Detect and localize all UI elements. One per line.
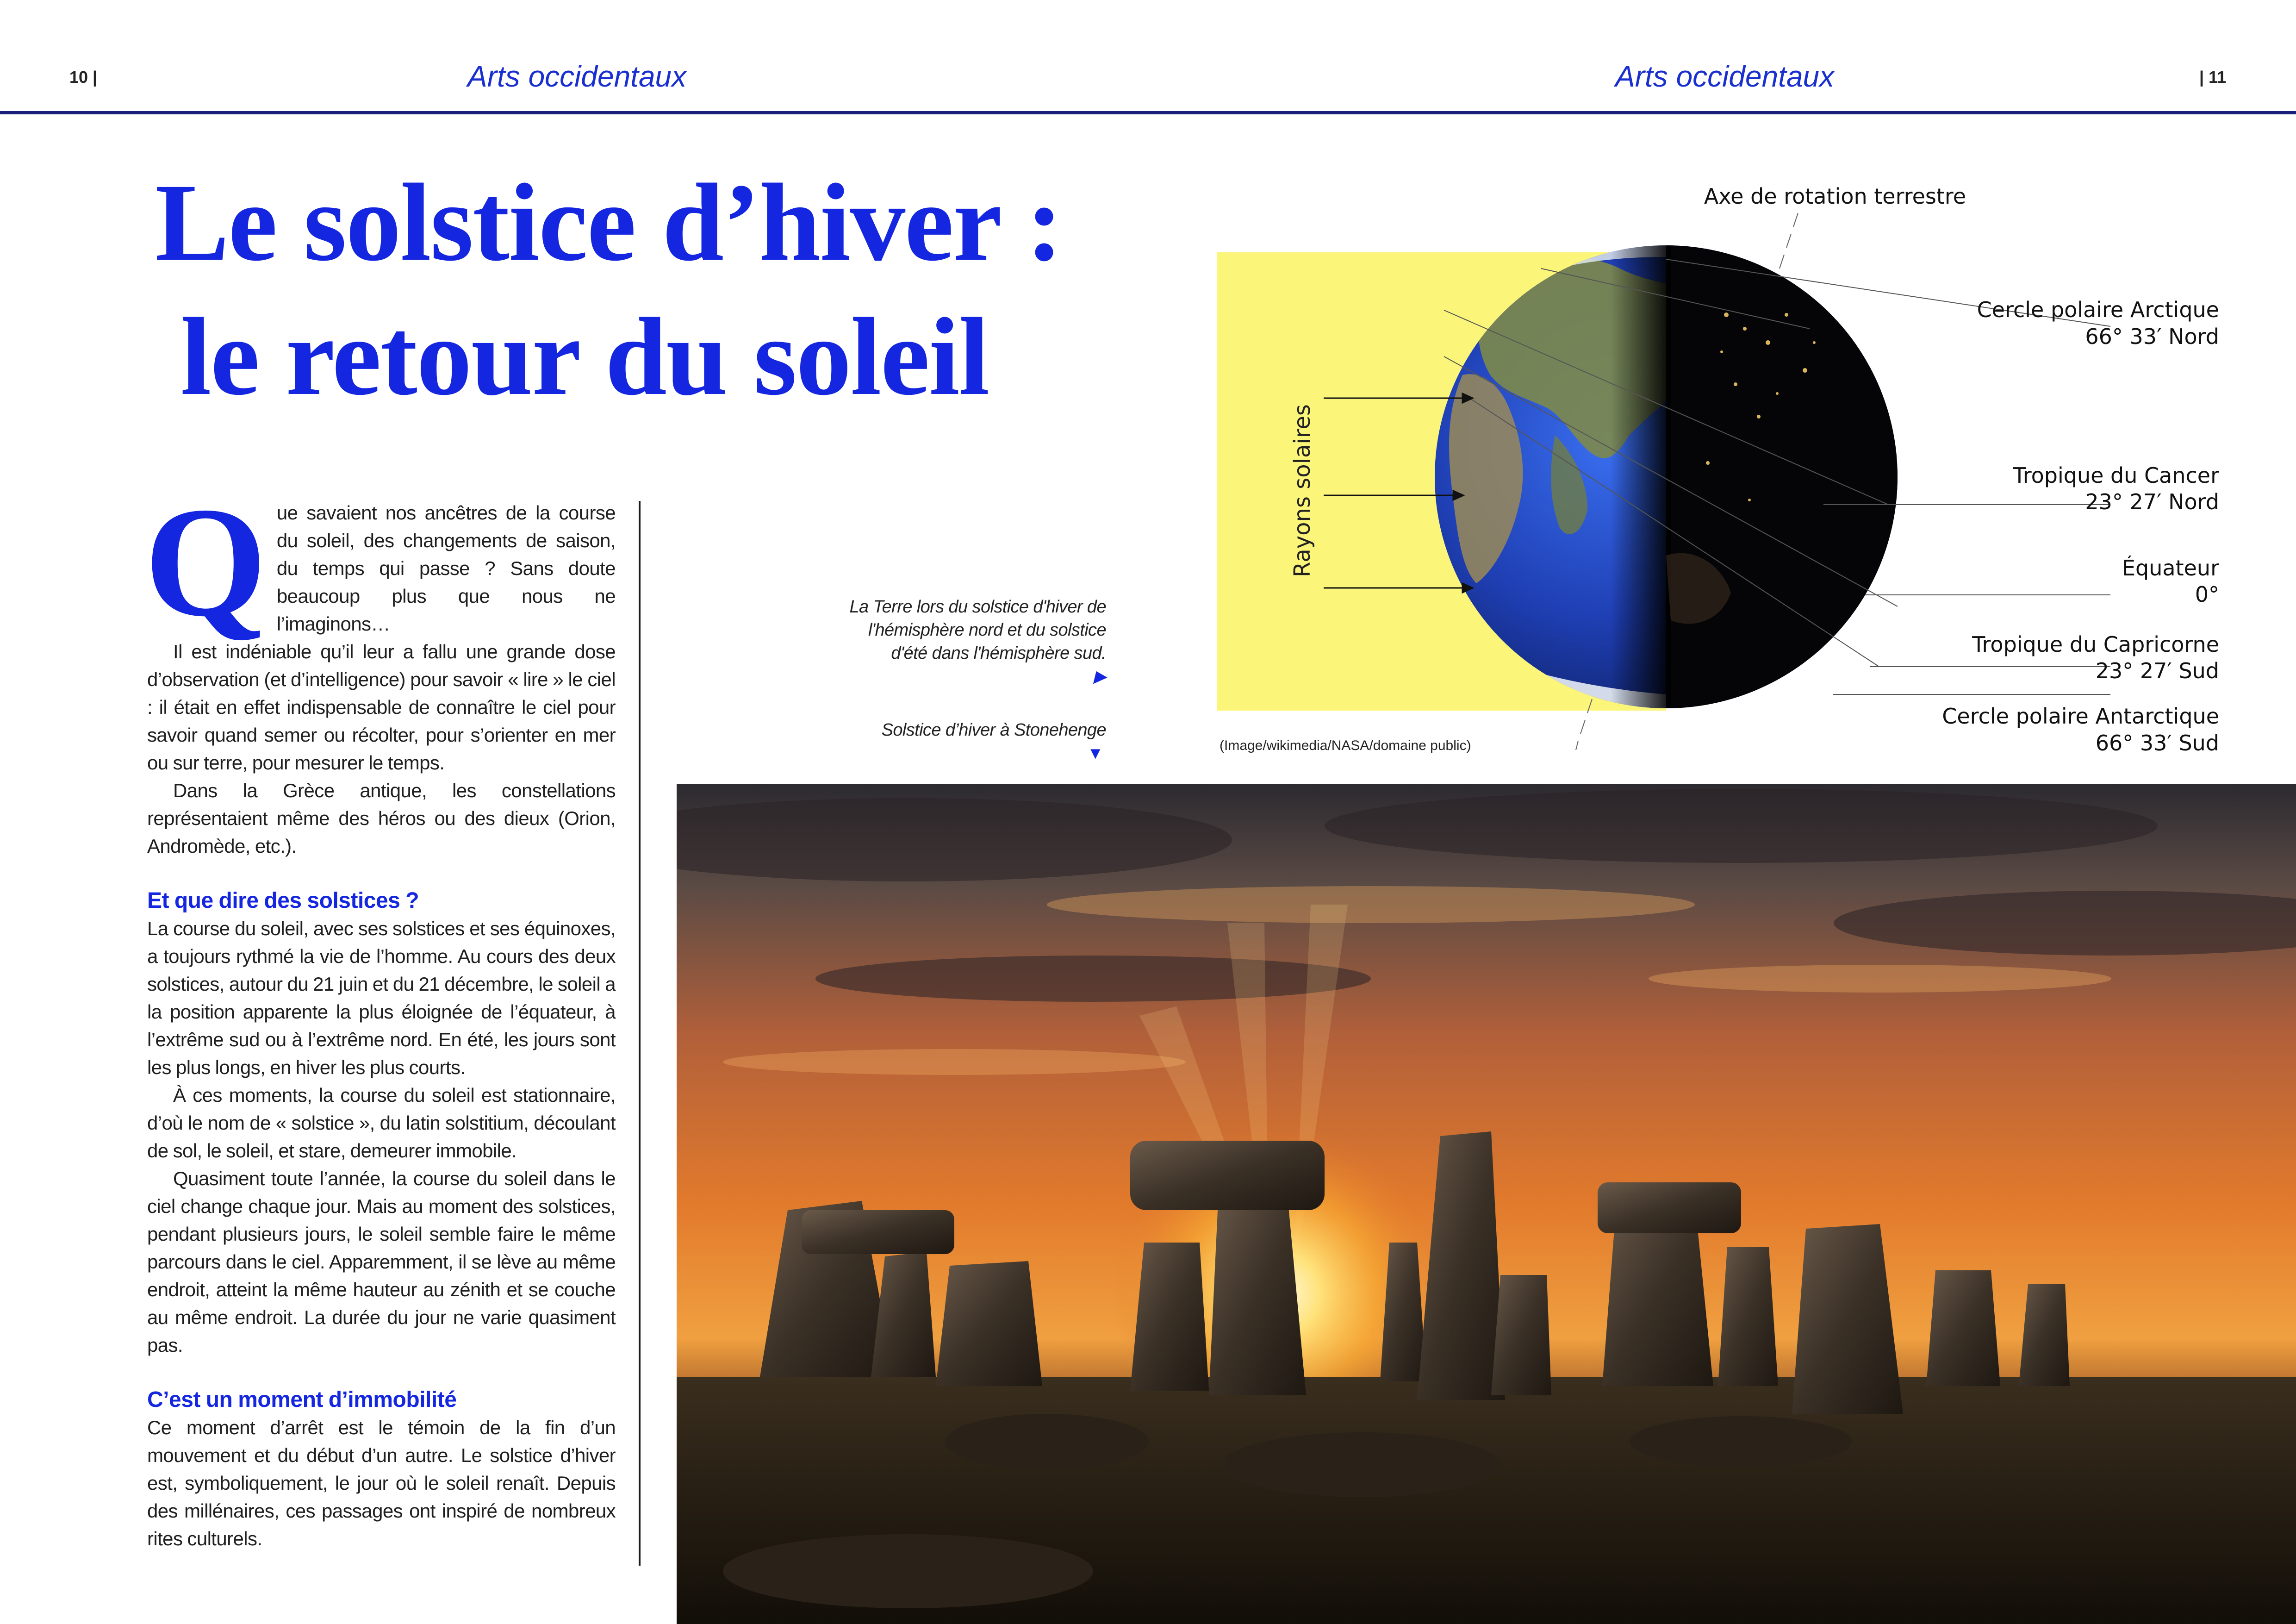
label-cancer-name: Tropique du Cancer <box>2013 463 2219 488</box>
paragraph: Il est indéniable qu’il leur a fallu une grande dose d’observation (et d’intelligence) pour savoir « lire » le ciel : il était en effet indispensable de connaître le ciel pour savoir quand semer ou récolter, pour s’orienter en mer ou sur terre, pour mesurer le temps. <box>147 641 616 774</box>
subheading-immobilite: C’est un moment d’immobilité <box>147 1387 457 1412</box>
label-equator-lat: 0° <box>2195 582 2219 607</box>
caption-arrow-right-icon: ▶ <box>1093 667 1106 686</box>
paragraph: Ce moment d’arrêt est le témoin de la fin d’un mouvement et du début d’un autre. Le solstice d’hiver est, symboliquement, le jour où le soleil renaît. Depuis des millénaires, ces passages ont inspiré de nombreux rites culturels. <box>147 1417 616 1549</box>
paragraph: À ces moments, la course du soleil est stationnaire, d’où le nom de « solstice », du latin solstitium, découlant de sol, le soleil, et stare, demeurer immobile. <box>147 1084 616 1162</box>
earth-solstice-diagram <box>1203 176 2245 778</box>
intro-paragraph: ue savaient nos ancêtres de la course du soleil, des changements de saison, du temps qui passe ? Sans doute beaucoup plus que nous ne l’imaginons… <box>276 502 616 635</box>
label-capricorn-name: Tropique du Capricorne <box>1972 632 2219 657</box>
axis-label: Axe de rotation terrestre <box>1704 184 1966 209</box>
label-cancer-lat: 23° 27′ Nord <box>2085 489 2219 514</box>
drop-cap: Q <box>144 475 267 649</box>
label-equator-name: Équateur <box>2122 556 2219 581</box>
stonehenge-photo <box>677 784 2296 1624</box>
diagram-caption: La Terre lors du solstice d'hiver de l'hémisphère nord et du solstice d'été dans l'hémisphère sud. ▶ <box>722 595 1106 688</box>
label-antarctic-name: Cercle polaire Antarctique <box>1942 704 2219 729</box>
label-capricorn-lat: 23° 27′ Sud <box>2095 658 2219 683</box>
caption-arrow-down-icon: ▼ <box>1087 743 1103 762</box>
article-body <box>144 475 616 1553</box>
article-title-line1: Le solstice d’hiver : <box>155 161 1062 284</box>
image-credit: (Image/wikimedia/NASA/domaine public) <box>1220 738 1471 753</box>
label-arctic-lat: 66° 33′ Nord <box>2085 324 2219 349</box>
label-arctic-name: Cercle polaire Arctique <box>1977 297 2219 322</box>
paragraph: Dans la Grèce antique, les constellations représentaient même des héros ou des dieux (Orion, Andromède, etc.). <box>147 780 616 857</box>
photo-caption: Solstice d’hiver à Stonehenge ▼ <box>722 718 1106 765</box>
section-title-left: Arts occidentaux <box>467 60 687 93</box>
paragraph: La course du soleil, avec ses solstices et ses équinoxes, a toujours rythmé la vie de l’homme. Au cours des deux solstices, autour du 21 juin et du 21 décembre, le soleil a la position apparente la plus éloignée de l’équateur, à l’extrême sud ou à l’extrême nord. En été, les jours sont les plus longs, en hiver les plus courts. <box>147 918 616 1078</box>
subheading-solstices: Et que dire des solstices ? <box>147 888 419 913</box>
page-number-left: 10 | <box>69 68 98 87</box>
header-rule <box>0 111 2296 114</box>
page-number-right: | 11 <box>2199 68 2227 87</box>
rays-solaires-label: Rayons solaires <box>1289 404 1315 577</box>
paragraph: Quasiment toute l’année, la course du soleil dans le ciel change chaque jour. Mais au moment des solstices, pendant plusieurs jours, le soleil semble faire le même parcours dans le ciel. Apparemment, il se lève au même endroit, atteint la même hauteur au zénith et se couche au même endroit. La durée du jour ne varie quasiment pas. <box>147 1168 616 1356</box>
article-title-line2: le retour du soleil <box>180 295 989 418</box>
column-rule <box>639 501 641 1566</box>
section-title-right: Arts occidentaux <box>1615 60 1835 93</box>
label-antarctic-lat: 66° 33′ Sud <box>2095 731 2219 756</box>
